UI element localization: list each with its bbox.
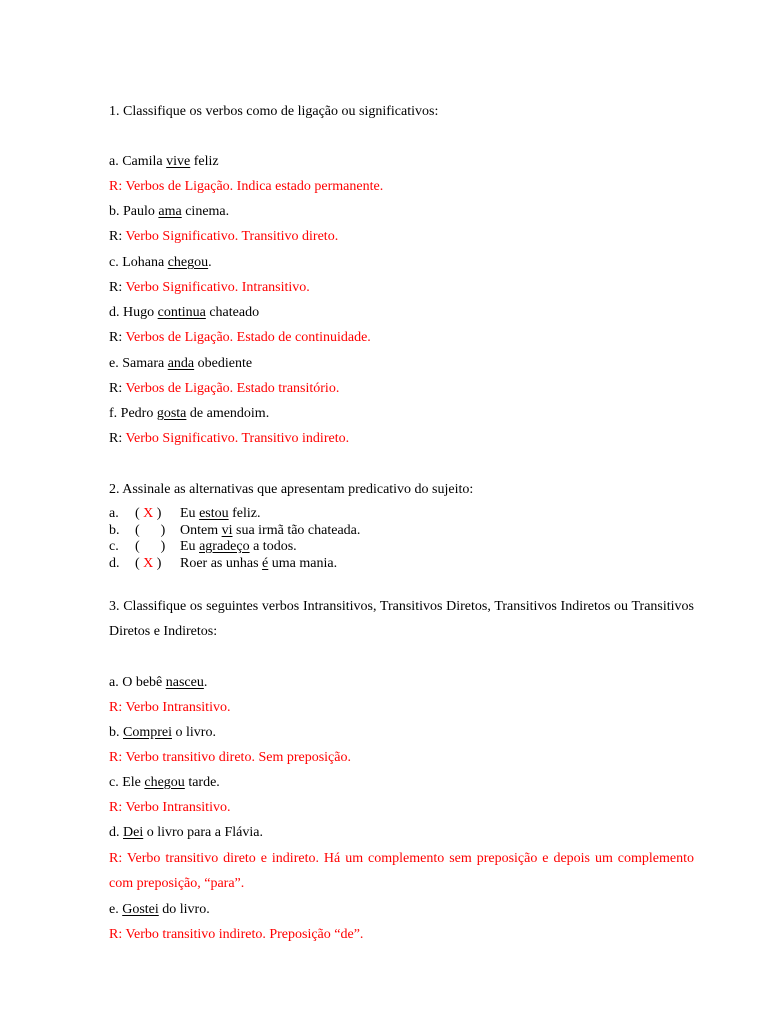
q3-answer-d: R: Verbo transitivo direto e indireto. Há um complemento sem preposição e depois um complemento com preposição, “para”. [109, 851, 694, 891]
question-2-title: 2. Assinale as alternativas que apresentam predicativo do sujeito: [109, 482, 474, 497]
q2-alternative-c: c. ( ) Eu agradeço a todos. [109, 539, 297, 554]
q2-alternative-b: b. ( ) Ontem vi sua irmã tão chateada. [109, 523, 361, 538]
question-1-title: 1. Classifique os verbos como de ligação ou significativos: [109, 104, 439, 119]
q3-answer-e: R: Verbo transitivo indireto. Preposição “de”. [109, 927, 364, 942]
underlined-verb: nasceu [165, 675, 204, 690]
q1-item-b: b. Paulo ama cinema. [109, 204, 230, 219]
q3-answer-b: R: Verbo transitivo direto. Sem preposição. [109, 750, 351, 765]
checkbox-marked: ( X ) [135, 506, 162, 521]
q2-alternative-d: d. ( X ) Roer as unhas é uma mania. [109, 556, 338, 571]
checkbox-marked: ( X ) [135, 556, 162, 571]
q1-item-e: e. Samara anda obediente [109, 356, 253, 371]
q3-item-e: e. Gostei do livro. [109, 902, 210, 917]
underlined-verb: estou [199, 506, 229, 521]
underlined-verb: continua [157, 305, 206, 320]
q3-answer-a: R: Verbo Intransitivo. [109, 700, 231, 715]
underlined-verb: ama [158, 204, 182, 219]
q1-answer-d: R: Verbos de Ligação. Estado de continuidade. [109, 330, 371, 345]
underlined-verb: Comprei [123, 725, 172, 740]
q1-answer-b: R: Verbo Significativo. Transitivo direto. [109, 229, 339, 244]
question-3-title: 3. Classifique os seguintes verbos Intransitivos, Transitivos Diretos, Transitivos Indiretos ou Transitivos Diretos e Indiretos: [109, 599, 694, 639]
underlined-verb: Gostei [122, 902, 159, 917]
checkbox-empty: ( ) [135, 523, 166, 538]
q1-answer-a: R: Verbos de Ligação. Indica estado permanente. [109, 179, 384, 194]
q1-item-f: f. Pedro gosta de amendoim. [109, 406, 270, 421]
underlined-verb: chegou [167, 255, 209, 270]
underlined-verb: vive [166, 154, 191, 169]
q3-answer-c: R: Verbo Intransitivo. [109, 800, 231, 815]
underlined-verb: Dei [123, 825, 144, 840]
checkbox-empty: ( ) [135, 539, 166, 554]
q3-item-a: a. O bebê nasceu. [109, 675, 208, 690]
q3-item-c: c. Ele chegou tarde. [109, 775, 220, 790]
q2-alternative-a: a. ( X ) Eu estou feliz. [109, 506, 261, 521]
q1-answer-f: R: Verbo Significativo. Transitivo indireto. [109, 431, 350, 446]
underlined-verb: anda [167, 356, 195, 371]
q1-answer-c: R: Verbo Significativo. Intransitivo. [109, 280, 310, 295]
q1-item-a: a. Camila vive feliz [109, 154, 219, 169]
underlined-verb: chegou [144, 775, 185, 790]
q1-answer-e: R: Verbos de Ligação. Estado transitório. [109, 381, 340, 396]
q1-item-c: c. Lohana chegou. [109, 255, 212, 270]
underlined-verb: é [262, 556, 269, 571]
underlined-verb: agradeço [199, 539, 250, 554]
q3-item-d: d. Dei o livro para a Flávia. [109, 825, 263, 840]
underlined-verb: vi [221, 523, 233, 538]
q3-item-b: b. Comprei o livro. [109, 725, 216, 740]
q1-item-d: d. Hugo continua chateado [109, 305, 260, 320]
underlined-verb: gosta [156, 406, 187, 421]
